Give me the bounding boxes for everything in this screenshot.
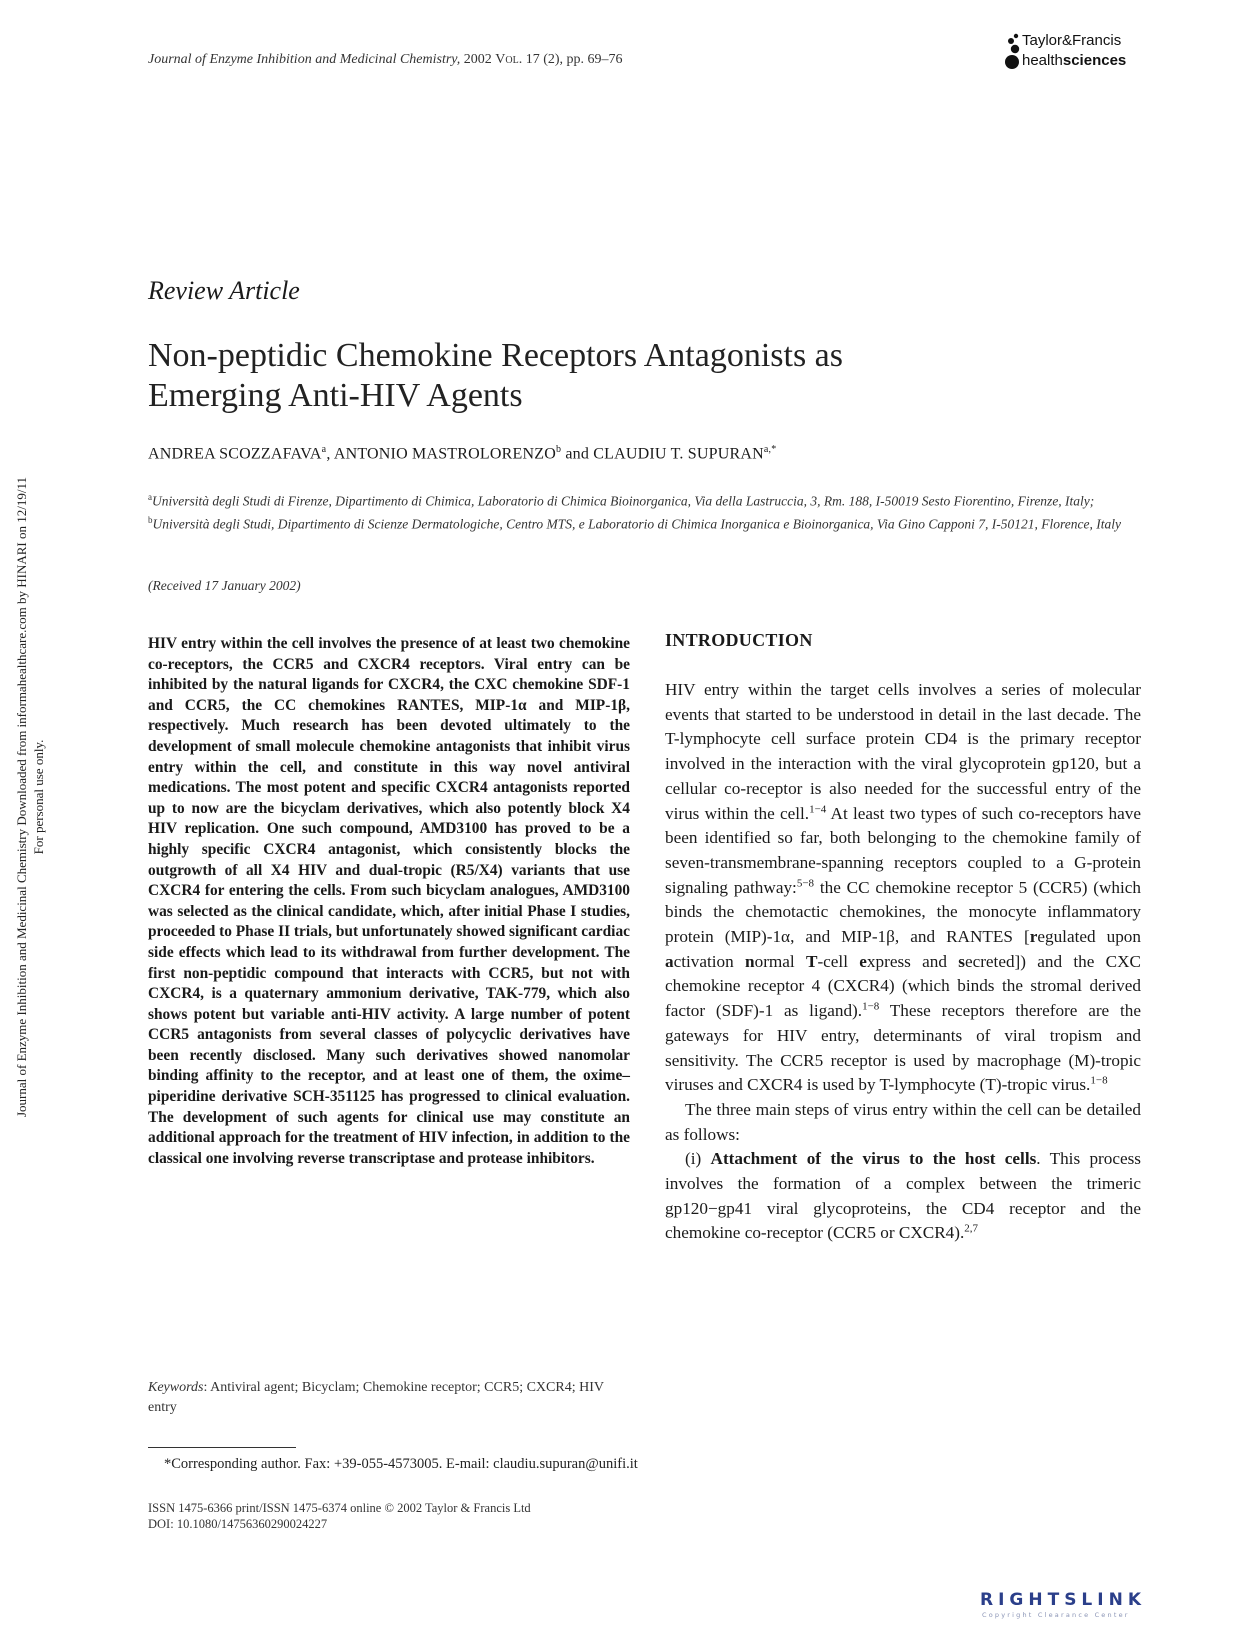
journal-volume-label: Vol. (495, 52, 523, 67)
publisher-logo (1002, 32, 1182, 76)
citation: 1−8 (1090, 1074, 1108, 1087)
step-heading: Attachment of the virus to the host cells (710, 1149, 1037, 1169)
publisher-dots-icon (1002, 32, 1022, 76)
affiliation-b: Università degli Studi, Dipartimento di Scienze Dermatologiche, Centro MTS, e Laboratorio di Chimica Inorganica e Bioinorganica, Via Gino Capponi 7, I-50121, Florence, Italy (152, 516, 1122, 531)
affiliation-a: Università degli Studi di Firenze, Dipartimento di Chimica, Laboratorio di Chimica Bioinorganica, Via della Lastruccia, 3, Rm. 188, I-50019 Sesto Fiorentino, Firenze, Italy; (152, 493, 1095, 509)
journal-year: 2002 (463, 52, 492, 67)
issn-line: ISSN 1475-6366 print/ISSN 1475-6374 online © 2002 Taylor & Francis Ltd (148, 1501, 531, 1515)
author-name: CLAUDIU T. SUPURAN (593, 445, 764, 463)
received-date: (Received 17 January 2002) (148, 578, 301, 593)
publisher-name: Taylor&Francis (1022, 32, 1122, 49)
keywords-list: : Antiviral agent; Bicyclam; Chemokine receptor; CCR5; CXCR4; HIV entry (148, 1380, 604, 1415)
paragraph: (i) Attachment of the virus to the host cells. This process involves the formation of a complex between the trimeric gp120−gp41 viral glycoproteins, the CD4 receptor and the chemokine co-receptor (CCR5 or CXCR4).$^{2,7}$ (665, 1149, 1141, 1243)
author-affiliation-mark: a,* (763, 444, 777, 455)
keywords-label: Keywords (148, 1380, 204, 1395)
author-list: ANDREA SCOZZAFAVA$^a$, ANTONIO MASTROLORENZO$^b$ and CLAUDIU T. $SUPURAN^{a,*}$ (148, 444, 777, 463)
publisher-division: healthsciences (1022, 52, 1127, 69)
running-header (148, 52, 623, 68)
article-title-line1: Non-peptidic Chemokine Receptors Antagonists as (148, 337, 843, 374)
download-watermark-line2: For personal use only. (31, 739, 46, 855)
citation: 1−4 (809, 802, 827, 815)
section-heading-introduction: INTRODUCTION (665, 630, 813, 650)
rightslink-wordmark: RIGHTSLINK (980, 1590, 1146, 1610)
abstract: HIV entry within the cell involves the presence of at least two chemokine co-receptors, the CCR5 and CXCR4 receptors. Viral entry can be inhibited by the natural ligands for CXCR4, the CXC chemokine SDF-1 and CCR5, the CC chemokines RANTES, MIP-1α and MIP-1β, respectively. Much research has been devoted ultimately to the development of small molecule chemokine antagonists that inhibit virus entry within the cell, and constitute in this way novel antiviral medications. The most potent and specific CXCR4 antagonists reported up to now are the bicyclam derivatives, which also potently block X4 HIV replication. One such compound, AMD3100 has proved to be a highly specific CXCR4 antagonist, which consistently blocks the outgrowth of all X4 HIV and dual-tropic (R5/X4) variants that use CXCR4 for entering the cells. From such bicyclam analogues, AMD3100 was selected as the clinical candidate, which, after initial Phase I studies, proceeded to Phase II trials, but unfortunately showed significant cardiac side effects which lead to its withdrawal from further development. The first non-peptidic compound that interacts with CCR5, but not with CXCR4, is a quaternary ammonium derivative, TAK-779, which also shows potent but variable anti-HIV activity. A large number of potent CCR5 antagonists from several classes of polycyclic derivatives have been recently disclosed. Many such derivatives showed nanomolar binding affinity to the receptor, and at least one of them, the oxime–piperidine derivative SCH-351125 has progressed to clinical evaluation. The development of such agents for clinical use may constitute an additional approach for the treatment of HIV infection, in addition to the classical one involving reverse transcriptase and protease inhibitors. (148, 635, 630, 1167)
author-name: ANDREA SCOZZAFAVA (148, 445, 322, 463)
article-type: Review Article (148, 276, 300, 305)
download-watermark (13, 207, 47, 1387)
paragraph: The three main steps of virus entry within the cell can be detailed as follows: (665, 1099, 1141, 1144)
rightslink-logo (980, 1590, 1190, 1622)
article-title-line2: Emerging Anti-HIV Agents (148, 377, 523, 414)
article-title (148, 336, 1048, 416)
affiliations: $^a$Università degli Studi di Firenze, Dipartimento di Chimica, Laboratorio di Chimica Bioinorganica, Via della Lastruccia, 3, Rm. 188, I-50019 Sesto Fiorentino, Firenze, Italy; $^b$Università degli Studi, Dipartimento di Scienze Dermatologiche, Centro MTS, e Laboratorio di Chimica Inorganica e Bioinorganica, Via Gino Capponi 7, I-50121, Florence, Italy (148, 492, 1122, 531)
introduction-body (665, 678, 1141, 1246)
author-affiliation-mark: a (321, 444, 327, 455)
citation: 1−8 (862, 1000, 880, 1013)
corresponding-author-footnote: *Corresponding author. Fax: +39-055-4573005. E-mail: claudiu.supuran@unifi.it (164, 1456, 638, 1472)
doi-line: DOI: 10.1080/14756360290024227 (148, 1517, 328, 1531)
footnote-divider (148, 1447, 296, 1448)
keywords (148, 1378, 630, 1418)
citation: 5−8 (796, 876, 815, 889)
author-name: ANTONIO MASTROLORENZO (333, 445, 556, 463)
author-affiliation-mark: b (555, 444, 562, 455)
citation: 2,7 (964, 1222, 979, 1235)
publication-info (148, 1500, 531, 1532)
paragraph: HIV entry within the target cells involves a series of molecular events that started to be understood in detail in the last decade. The T-lymphocyte cell surface protein CD4 is the primary receptor involved in the interaction with the viral glycoprotein gp120, but a cellular co-receptor is also needed for the successful entry of the virus within the cell.$^{1-4}$ At least two types of such co-receptors have been identified so far, both belonging to the chemokine family of seven-transmembrane-spanning receptors coupled to a G-protein signaling pathway:$^{5-8}$ the CC chemokine receptor 5 (CCR5) (which binds the chemotactic chemokines, the monocyte inflammatory protein (MIP)-1α, and MIP-1β, and RANTES [regulated upon activation normal T-cell express and secreted]) and the CXC chemokine receptor 4 (CXCR4) (which binds the stromal derived factor (SDF)-1 as ligand).$^{1-8}$ These receptors therefore are the gateways for HIV entry, determinants of viral tropism and sensitivity. The CCR5 receptor is used by macrophage (M)-tropic viruses and CXCR4 is used by T-lymphocyte (T)-tropic virus.$^{1-8}$ (665, 680, 1142, 1095)
download-watermark-line1: Journal of Enzyme Inhibition and Medicinal Chemistry Downloaded from informahealthcare.com by HINARI on 12/19/11 (14, 477, 29, 1117)
journal-volume: 17 (2), pp. 69–76 (525, 52, 623, 67)
rightslink-subtitle: Copyright Clearance Center (982, 1611, 1130, 1619)
journal-name: Journal of Enzyme Inhibition and Medicinal Chemistry, (148, 52, 461, 67)
